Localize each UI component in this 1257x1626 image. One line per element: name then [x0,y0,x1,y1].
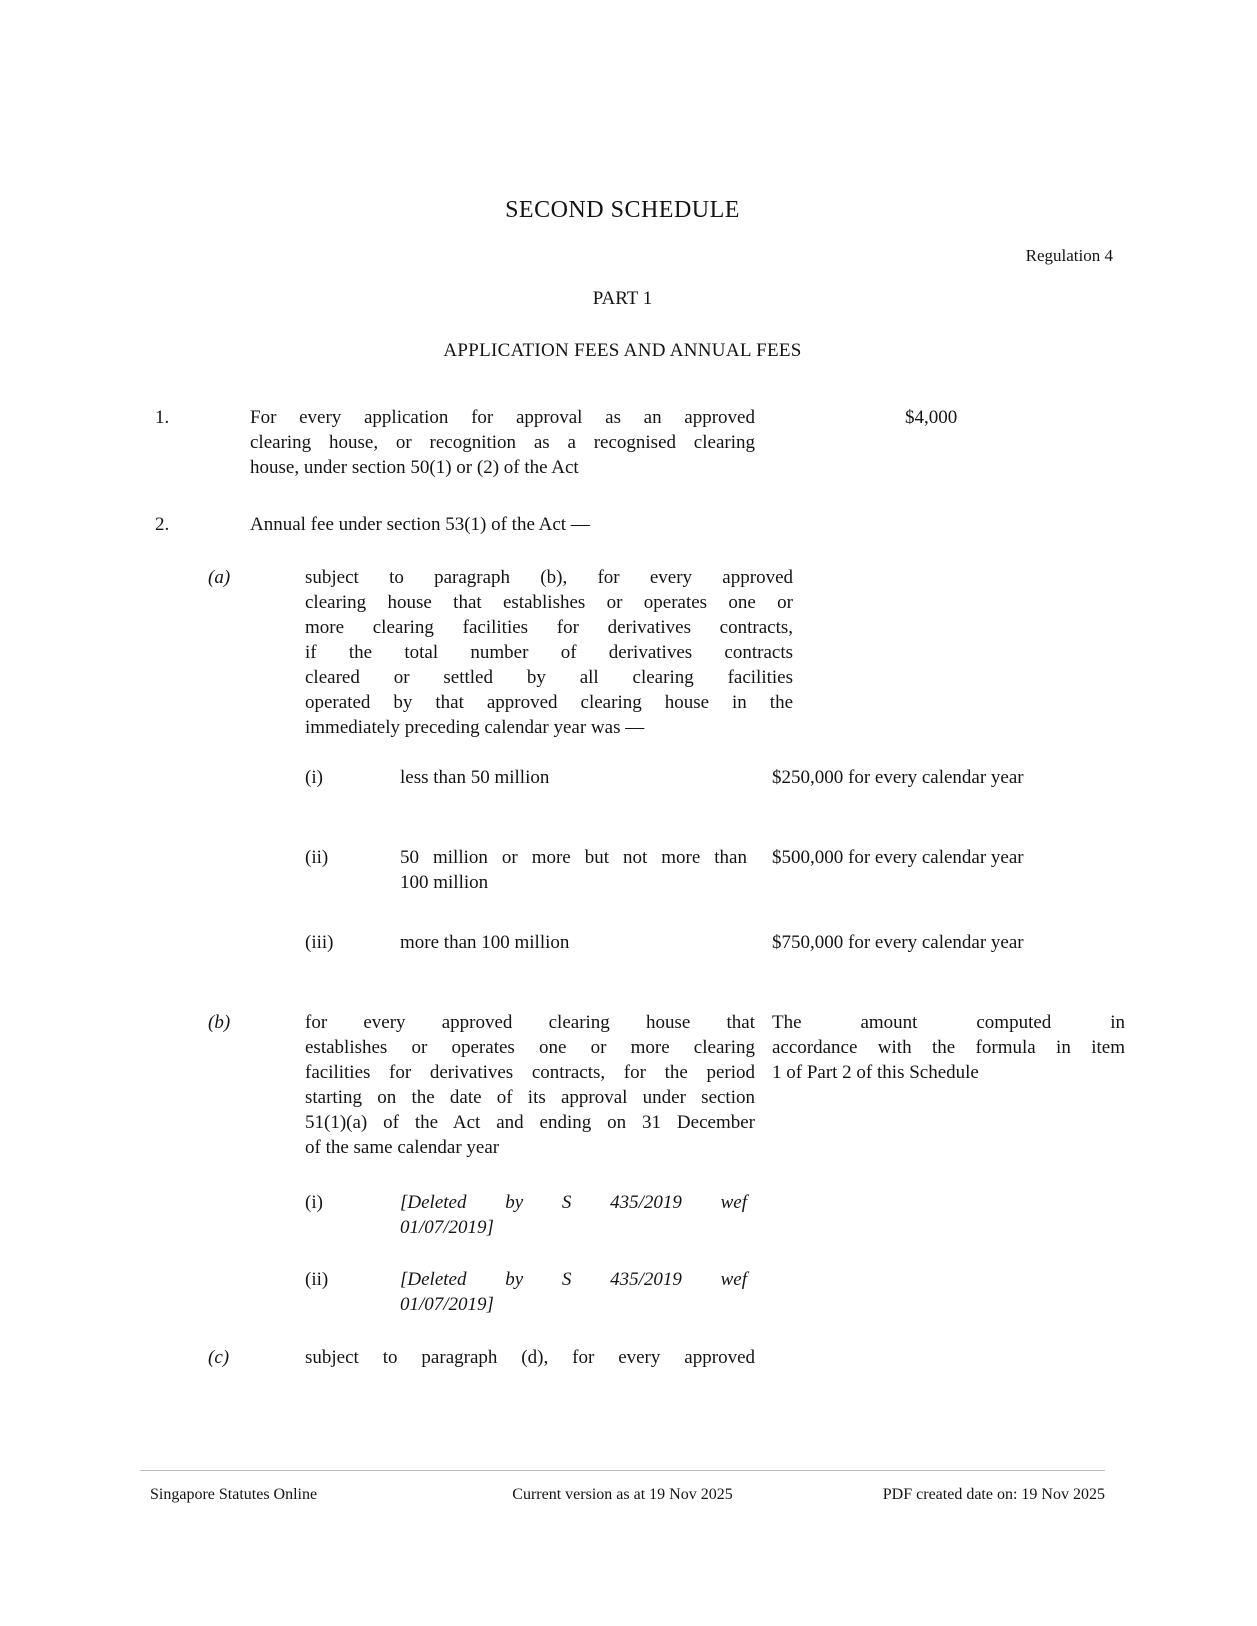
footer-version: Current version as at 19 Nov 2025 [512,1486,733,1503]
text-line: 50 million or more but not more than [400,847,747,868]
text-line: less than 50 million [400,767,550,788]
sub-iii-text [400,930,747,955]
text-line: immediately preceding calendar year was — [305,717,645,738]
text-line: cleared or settled by all clearing facilities [305,667,793,688]
para-b-sub-ii [0,1267,1257,1317]
sub-i-fee: $250,000 for every calendar year [772,767,1024,788]
para-a-sub-iii [0,930,1257,955]
text-line: establishes or operates one or more clearing [305,1037,755,1058]
text-line: facilities for derivatives contracts, for the period [305,1062,755,1083]
item-1-fee: $4,000 [905,407,958,428]
page-footer [140,1470,1105,1505]
footer-created-date: PDF created date on: 19 Nov 2025 [882,1486,1105,1503]
text-line: For every application for approval as an approved [250,407,755,428]
sub-ii-fee: $500,000 for every calendar year [772,847,1024,868]
sub-i-text [400,765,747,790]
item-1-text [250,405,755,480]
text-line: [Deleted by S 435/2019 wef [400,1269,747,1290]
para-b-fee [772,1010,1125,1085]
item-1-number: 1. [155,407,170,428]
para-a-label: (a) [208,567,231,588]
item-2-para-a [0,565,1257,740]
b-sub-i-label: (i) [305,1192,323,1213]
fee-item-2 [0,512,1257,537]
para-c-label: (c) [208,1347,230,1368]
text-line: subject to paragraph (b), for every approved [305,567,793,588]
text-line: operated by that approved clearing house in the [305,692,793,713]
item-2-para-b [0,1010,1257,1160]
item-2-para-c [0,1345,1257,1370]
item-2-number: 2. [155,514,170,535]
sub-iii-fee: $750,000 for every calendar year [772,932,1024,953]
text-line: 01/07/2019] [400,1294,494,1315]
regulation-note: Regulation 4 [1025,246,1113,265]
text-line: house, under section 50(1) or (2) of the Act [250,457,579,478]
section-heading: APPLICATION FEES AND ANNUAL FEES [443,340,802,361]
sub-ii-text [400,845,747,895]
para-b-label: (b) [208,1012,231,1033]
text-line: more than 100 million [400,932,570,953]
item-2-text: Annual fee under section 53(1) of the Act — [250,514,590,535]
text-line: for every approved clearing house that [305,1012,755,1033]
text-line: more clearing facilities for derivatives contracts, [305,617,793,638]
footer-source: Singapore Statutes Online [150,1486,318,1503]
para-b-sub-i [0,1190,1257,1240]
sub-ii-label: (ii) [305,847,329,868]
text-line: The amount computed in [772,1012,1125,1033]
text-line: starting on the date of its approval under section [305,1087,755,1108]
text-line: clearing house, or recognition as a recognised clearing [250,432,755,453]
text-line: of the same calendar year [305,1137,500,1158]
b-sub-i-deleted-text [400,1190,747,1240]
text-line: 100 million [400,872,489,893]
para-a-sub-i [0,765,1257,790]
para-a-text [305,565,793,740]
part-heading: PART 1 [592,288,653,309]
schedule-title: SECOND SCHEDULE [505,197,740,223]
text-line: [Deleted by S 435/2019 wef [400,1192,747,1213]
fee-item-1 [0,405,1257,480]
text-line: 1 of Part 2 of this Schedule [772,1062,979,1083]
b-sub-ii-deleted-text [400,1267,747,1317]
text-line: if the total number of derivatives contracts [305,642,793,663]
para-b-text [305,1010,755,1160]
text-line: clearing house that establishes or operates one or [305,592,793,613]
sub-iii-label: (iii) [305,932,334,953]
text-line: 01/07/2019] [400,1217,494,1238]
text-line: accordance with the formula in item [772,1037,1125,1058]
para-a-sub-ii [0,845,1257,895]
sub-i-label: (i) [305,767,323,788]
para-c-text: subject to paragraph (d), for every approved [305,1347,755,1368]
text-line: 51(1)(a) of the Act and ending on 31 December [305,1112,755,1133]
b-sub-ii-label: (ii) [305,1269,329,1290]
